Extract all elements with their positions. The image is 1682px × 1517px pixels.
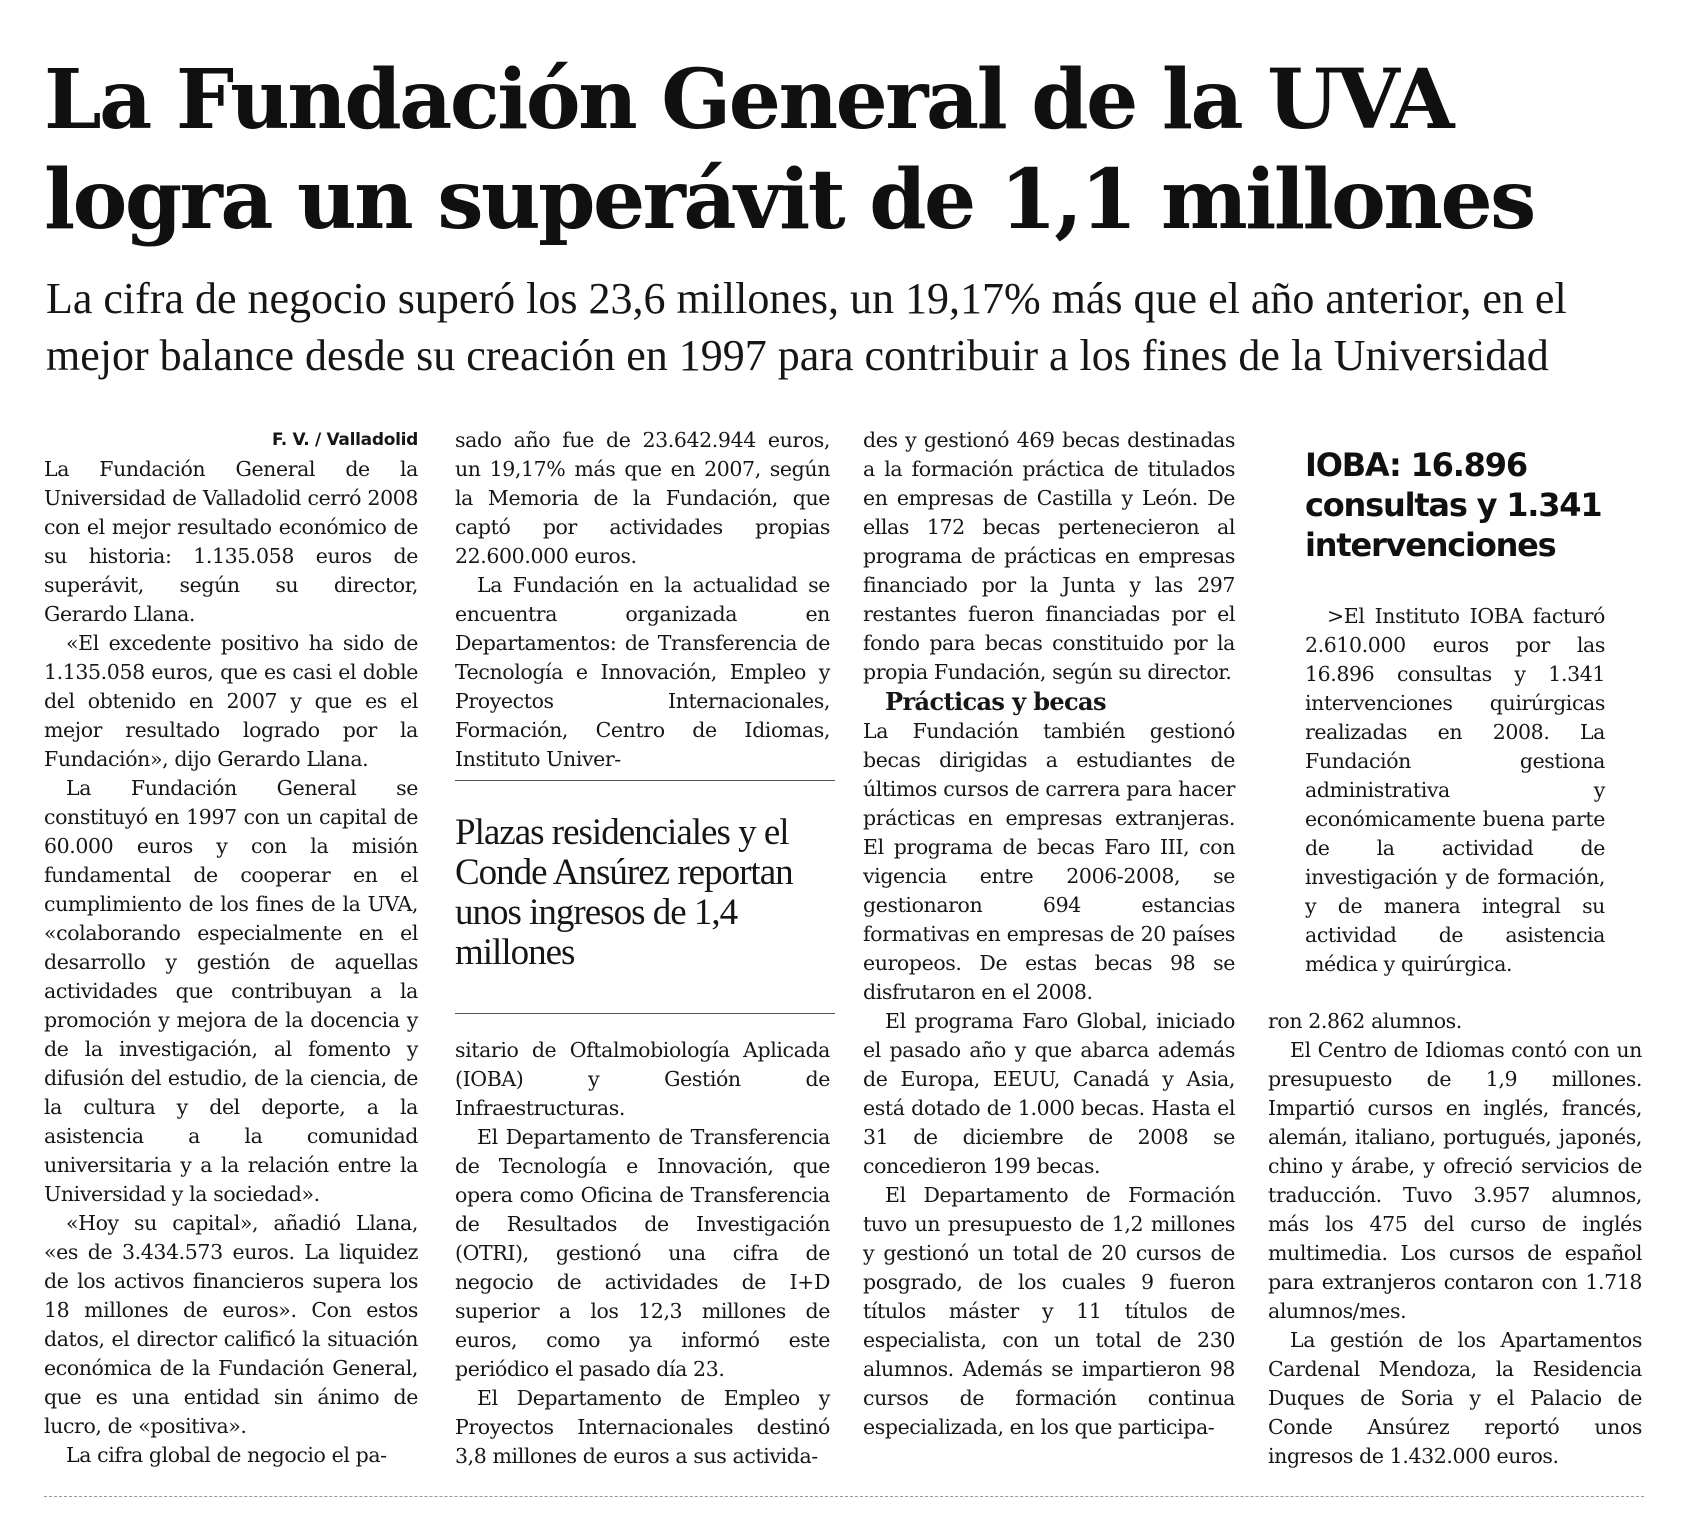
col3-paragraph-1: des y gestionó 469 becas destinadas a la formación práctica de titulados en empresas de Castilla y León. De ellas 172 becas pertenecieron al programa de prácticas en empresas financiado por la Junta y las 297 restantes fueron financiadas por el fondo para becas constituido por la propia Fundación, según su director. — [863, 428, 1235, 684]
col4-paragraph-2: El Centro de Idiomas contó con un presupuesto de 1,9 millones. Impartió cursos en inglés, francés, alemán, italiano, portugués, japonés, chino y árabe, y ofreció servicios de traducción. Tuvo 3.957 alumnos, más los 475 del curso de inglés multimedia. Los cursos de español para extranjeros contaron con 1.718 alumnos/mes. — [1268, 1038, 1642, 1323]
col4-paragraph-3: La gestión de los Apartamentos Cardenal Mendoza, la Residencia Duques de Soria y el Palacio de Conde Ansúrez reportó unos ingresos de 1.432.000 euros. — [1268, 1328, 1642, 1468]
article-column-4 — [1268, 1007, 1642, 1471]
col1-paragraph-5: La cifra global de negocio el pa- — [66, 1443, 387, 1467]
col1-paragraph-1: La Fundación General de la Universidad de Valladolid cerró 2008 con el mejor resultado económico de su historia: 1.135.058 euros de superávit, según su director, Gerardo Llana. — [44, 457, 418, 626]
article-column-1 — [44, 426, 418, 1470]
sidebar-text: >El Instituto IOBA facturó 2.610.000 euros por las 16.896 consultas y 1.341 intervenciones quirúrgicas realizadas en 2008. La Fundación gestiona administrativa y económicamente buena parte de la actividad de investigación y de formación, y de manera integral su actividad de asistencia médica y quirúrgica. — [1305, 604, 1605, 976]
col3-paragraph-3: El programa Faro Global, iniciado el pasado año y que abarca además de Europa, EEUU, Canadá y Asia, está dotado de 1.000 becas. Hasta el 31 de diciembre de 2008 se concedieron 199 becas. — [863, 1009, 1235, 1178]
byline: F. V. / Valladolid — [271, 430, 418, 450]
sidebar-title: IOBA: 16.896 consultas y 1.341 intervenciones — [1305, 446, 1602, 564]
headline-line-2: logra un superávit de 1,1 millones — [44, 152, 1534, 248]
article-column-3 — [863, 426, 1235, 1442]
article-column-2-top — [455, 426, 830, 774]
section-subtitle: Prácticas y becas — [885, 687, 1106, 716]
col2-paragraph-5: El Departamento de Empleo y Proyectos Internacionales destinó 3,8 millones de euros a sus activida- — [455, 1386, 830, 1468]
col2-paragraph-2: La Fundación en la actualidad se encuentra organizada en Departamentos: de Transferencia de Tecnología e Innovación, Empleo y Proyectos Internacionales, Formación, Centro de Idiomas, Instituto Univer- — [455, 573, 830, 771]
subheadline-line-2: mejor balance desde su creación en 1997 para contribuir a los fines de la Universidad — [46, 331, 1549, 380]
col2-paragraph-1: sado año fue de 23.642.944 euros, un 19,17% más que en 2007, según la Memoria de la Fundación, que captó por actividades propias 22.600.000 euros. — [455, 428, 830, 568]
col1-paragraph-4: «Hoy su capital», añadió Llana, «es de 3.434.573 euros. La liquidez de los activos financieros supera los 18 millones de euros». Con estos datos, el director calificó la situación económica de la Fundación General, que es una entidad sin ánimo de lucro, de «positiva». — [44, 1211, 418, 1438]
col2-paragraph-3: sitario de Oftalmobiología Aplicada (IOBA) y Gestión de Infraestructuras. — [455, 1038, 830, 1120]
sidebar-box — [1305, 602, 1605, 979]
col4-paragraph-1: ron 2.862 alumnos. — [1268, 1009, 1462, 1033]
col3-paragraph-4: El Departamento de Formación tuvo un presupuesto de 1,2 millones y gestionó un total de 20 cursos de posgrado, de los cuales 9 fueron títulos máster y 11 títulos de especialista, con un total de 230 alumnos. Además se impartieron 98 cursos de formación continua especializada, en los que participa- — [863, 1183, 1235, 1439]
subheadline — [46, 270, 1656, 384]
headline — [44, 50, 1604, 250]
col1-paragraph-3: La Fundación General se constituyó en 1997 con un capital de 60.000 euros y con la misión fundamental de cooperar en el cumplimiento de los fines de la UVA, «colaborando especialmente en el desarrollo y gestión de aquellas actividades que contribuyan a la promoción y mejora de la docencia y de la investigación, al fomento y difusión del estudio, de la ciencia, de la cultura y del deporte, a la asistencia a la comunidad universitaria y a la relación entre la Universidad y la sociedad». — [44, 776, 418, 1206]
col1-paragraph-2: «El excedente positivo ha sido de 1.135.058 euros, que es casi el doble del obtenido en 2007 y que es el mejor resultado logrado por la Fundación», dijo Gerardo Llana. — [44, 631, 418, 771]
pull-quote — [455, 780, 835, 1014]
col3-paragraph-2: La Fundación también gestionó becas dirigidas a estudiantes de últimos cursos de carrera para hacer prácticas en empresas extranjeras. El programa de becas Faro III, con vigencia entre 2006-2008, se gestionaron 694 estancias formativas en empresas de 20 países europeos. De estas becas 98 se disfrutaron en el 2008. — [863, 719, 1235, 1004]
col2-paragraph-4: El Departamento de Transferencia de Tecnología e Innovación, que opera como Oficina de Transferencia de Resultados de Investigación (OTRI), gestionó una cifra de negocio de actividades de I+D superior a los 12,3 millones de euros, como ya informó este periódico el pasado día 23. — [455, 1125, 830, 1381]
page-bottom-rule — [44, 1496, 1644, 1497]
article-column-2-bottom — [455, 1036, 830, 1471]
pull-quote-text: Plazas residenciales y el Conde Ansúrez reportan unos ingresos de 1,4 millones — [455, 812, 793, 973]
headline-line-1: La Fundación General de la UVA — [44, 52, 1453, 148]
subheadline-line-1: La cifra de negocio superó los 23,6 millones, un 19,17% más que el año anterior, en el — [46, 274, 1567, 323]
